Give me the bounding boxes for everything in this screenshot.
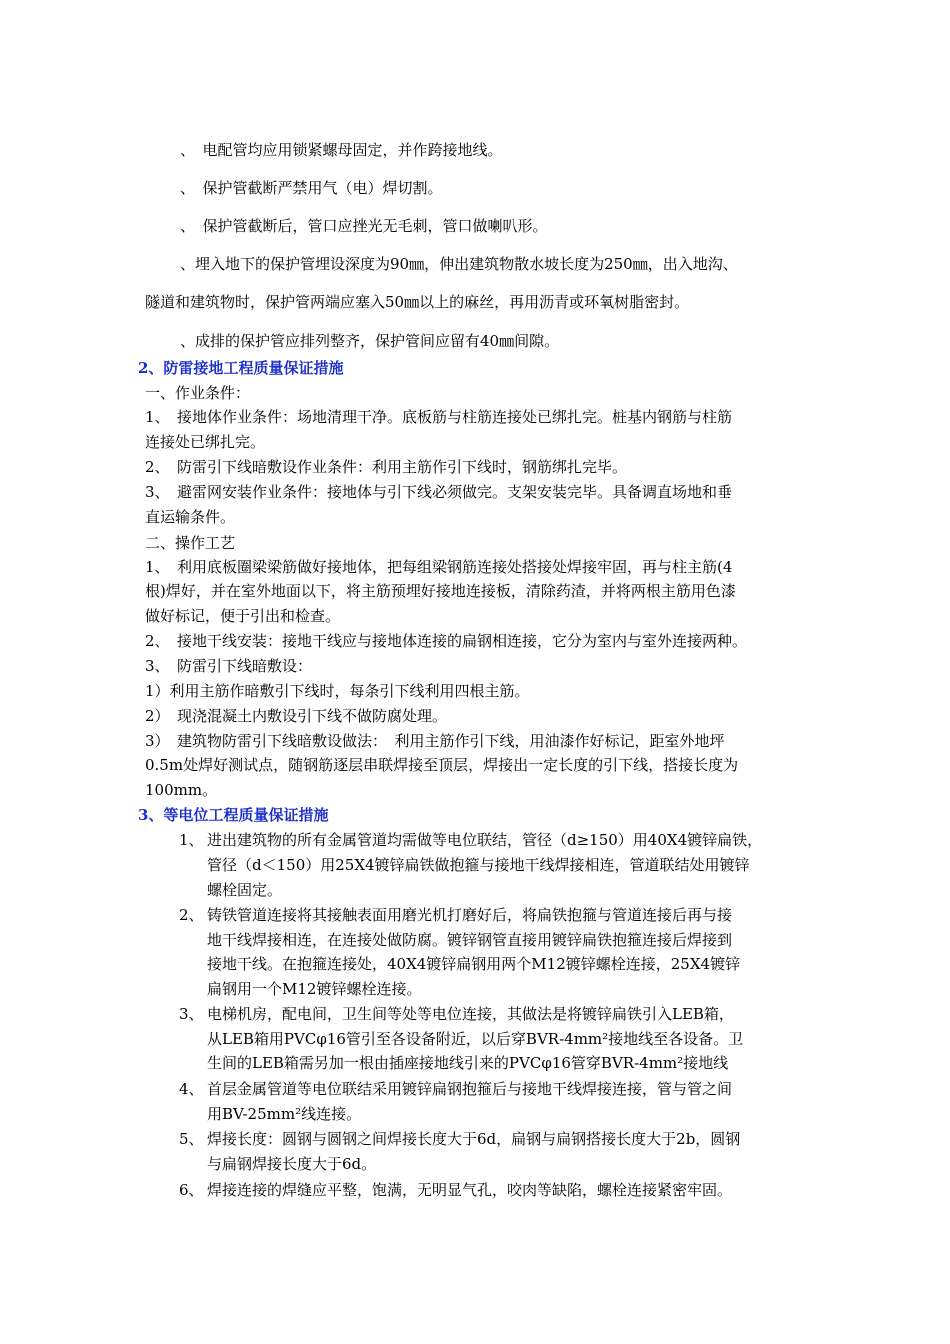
text-line: 2、 防雷引下线暗敷设作业条件：利用主筋作引下线时，钢筋绑扎完毕。: [145, 458, 628, 476]
text-line: 做好标记，便于引出和检查。: [145, 607, 341, 625]
text-line: 螺栓固定。: [207, 881, 283, 899]
text-line: 1）利用主筋作暗敷引下线时，每条引下线利用四根主筋。: [145, 682, 530, 700]
text-line: 、成排的保护管应排列整齐，保护管间应留有40㎜间隙。: [180, 332, 560, 350]
text-line: 扁钢用一个M12镀锌螺栓连接。: [207, 980, 422, 998]
text-line: 接地干线。在抱箍连接处，40X4镀锌扁钢用两个M12镀锌螺栓连接，25X4镀锌: [207, 955, 741, 973]
text-line: 、埋入地下的保护管埋设深度为90㎜，伸出建筑物散水坡长度为250㎜，出入地沟、: [180, 255, 738, 273]
text-line: 地干线焊接相连，在连接处做防腐。镀锌钢管直接用镀锌扁铁抱箍连接后焊接到: [207, 931, 733, 949]
text-line: 连接处已绑扎完。: [145, 433, 266, 451]
text-line: 从LEB箱用PVCφ16管引至各设备附近，以后穿BVR-4mm²接地线至各设备。卫: [207, 1030, 744, 1048]
text-line: 管径（d＜150）用25X4镀锌扁铁做抱箍与接地干线焊接相连，管道联结处用镀锌: [207, 856, 750, 874]
list-number: 6、: [179, 1181, 204, 1199]
text-line: 3） 建筑物防雷引下线暗敷设做法： 利用主筋作引下线，用油漆作好标记，距室外地坪: [145, 732, 725, 750]
text-line: 焊接连接的焊缝应平整，饱满，无明显气孔，咬肉等缺陷，螺栓连接紧密牢固。: [207, 1181, 733, 1199]
text-line: 隧道和建筑物时，保护管两端应塞入50㎜以上的麻丝，再用沥青或环氧树脂密封。: [145, 293, 690, 311]
text-line: 生间的LEB箱需另加一根由插座接地线引来的PVCφ16管穿BVR-4mm²接地线: [207, 1054, 729, 1072]
text-line: 3、 防雷引下线暗敷设：: [145, 657, 313, 675]
text-line: 直运输条件。: [145, 508, 236, 526]
text-line: 与扁钢焊接长度大于6d。: [207, 1155, 377, 1173]
text-line: 首层金属管道等电位联结采用镀锌扁钢抱箍后与接地干线焊接连接，管与管之间: [207, 1080, 733, 1098]
list-number: 5、: [179, 1130, 204, 1148]
text-line: 铸铁管道连接将其接触表面用磨光机打磨好后，将扁铁抱箍与管道连接后再与接: [207, 906, 733, 924]
text-line: 根)焊好，并在室外地面以下，将主筋预埋好接地连接板，清除药渣，并将两根主筋用色漆: [145, 582, 736, 600]
text-line: 电梯机房，配电间，卫生间等处等电位连接，其做法是将镀锌扁铁引入LEB箱，: [207, 1005, 734, 1023]
section-heading: 2、防雷接地工程质量保证措施: [138, 359, 344, 377]
text-line: 100mm。: [145, 781, 218, 799]
text-line: 0.5m处焊好测试点，随钢筋逐层串联焊接至顶层，焊接出一定长度的引下线，搭接长度为: [145, 756, 739, 774]
text-line: 3、 避雷网安装作业条件：接地体与引下线必须做完。支架安装完毕。具备调直场地和垂: [145, 483, 733, 501]
text-line: 焊接长度：圆钢与圆钢之间焊接长度大于6d，扁钢与扁钢搭接长度大于2b，圆钢: [207, 1130, 741, 1148]
list-number: 4、: [179, 1080, 204, 1098]
list-number: 1、: [179, 831, 204, 849]
text-line: 二、操作工艺: [145, 534, 236, 552]
text-line: 1、 接地体作业条件：场地清理干净。底板筋与柱筋连接处已绑扎完。桩基内钢筋与柱筋: [145, 408, 733, 426]
text-line: 、 保护管截断严禁用气（电）焊切割。: [180, 179, 443, 197]
list-number: 3、: [179, 1005, 204, 1023]
text-line: 、 电配管均应用锁紧螺母固定，并作跨接地线。: [180, 141, 503, 159]
text-line: 2、 接地干线安装：接地干线应与接地体连接的扁钢相连接，它分为室内与室外连接两种。: [145, 632, 748, 650]
list-number: 2、: [179, 906, 204, 924]
text-line: 2） 现浇混凝土内敷设引下线不做防腐处理。: [145, 707, 448, 725]
text-line: 、 保护管截断后，管口应挫光无毛刺，管口做喇叭形。: [180, 217, 548, 235]
text-line: 用BV-25mm²线连接。: [207, 1105, 362, 1123]
text-line: 进出建筑物的所有金属管道均需做等电位联结，管径（d≥150）用40X4镀锌扁铁，: [207, 831, 763, 849]
section-heading: 3、等电位工程质量保证措施: [138, 806, 329, 824]
text-line: 一、作业条件：: [145, 384, 251, 402]
text-line: 1、 利用底板圈梁梁筋做好接地体，把每组梁钢筋连接处搭接处焊接牢固，再与柱主筋(4: [145, 558, 733, 576]
